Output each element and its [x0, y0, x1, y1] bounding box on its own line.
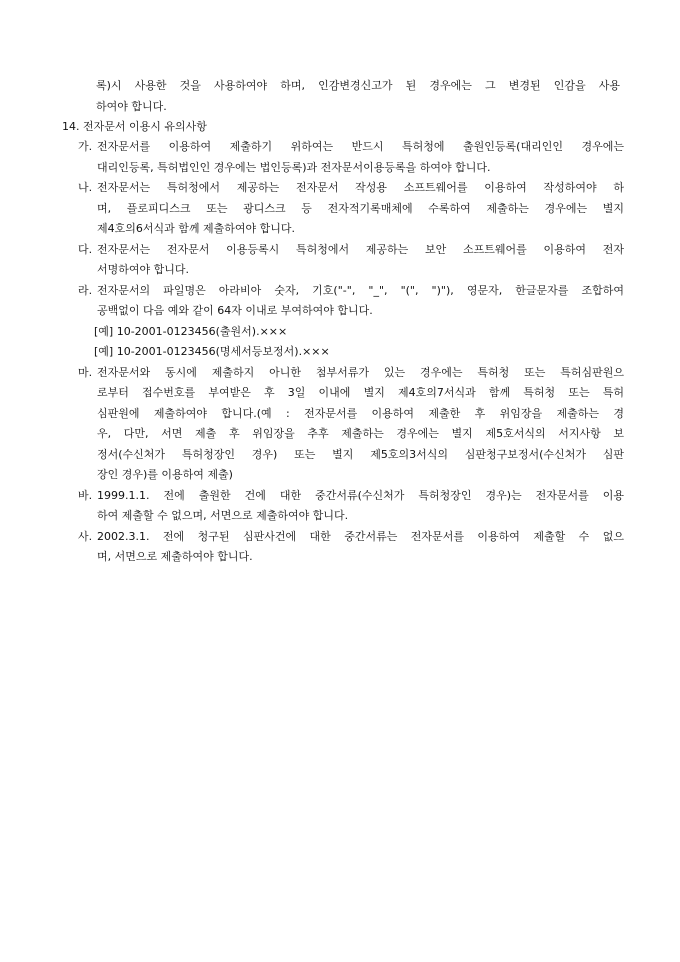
continuation-paragraph: [96, 76, 620, 117]
item-line: 심판원에 제출하여야 합니다.(예 : 전자문서를 이용하여 제출한 후 위임장을 제출하는 경: [97, 406, 624, 420]
item-line: 로부터 접수번호를 부여받은 후 3일 이내에 별지 제4호의7서식과 함께 특허청 또는 특허: [97, 386, 624, 399]
list-item: [78, 527, 624, 568]
item-marker: 다.: [78, 242, 93, 256]
item-line: 며, 플로피디스크 또는 광디스크 등 전자적기록매체에 수록하여 제출하는 경우에는 별지: [97, 201, 624, 215]
item-marker: 마.: [78, 365, 93, 379]
item-line: 하여 제출할 수 없으며, 서면으로 제출하여야 합니다.: [97, 509, 349, 522]
item-line: 전자문서는 전자문서 이용등록시 특허청에서 제공하는 보안 소프트웨어를 이용하여 전자: [97, 242, 624, 256]
item-line: 전자문서의 파일명은 아라비아 숫자, 기호("-", "_", "(", ")"), 영문자, 한글문자를 조합하여: [97, 283, 624, 297]
section-title: 14. 전자문서 이용시 유의사항: [62, 120, 207, 133]
item-line: 전자문서와 동시에 제출하지 아니한 첨부서류가 있는 경우에는 특허청 또는 특허심판원으: [97, 365, 624, 379]
continuation-line: 하여야 합니다.: [96, 99, 167, 113]
item-line: 정서(수신처가 특허청장인 경우) 또는 별지 제5호의3서식의 심판청구보정서(수신처가 심판: [97, 447, 624, 461]
item-line: 공백없이 다음 예와 같이 64자 이내로 부여하여야 합니다.: [97, 304, 373, 317]
item-line: 대리인등록, 특허법인인 경우에는 법인등록)과 전자문서이용등록을 하여야 합니다.: [97, 160, 491, 174]
item-line: 며, 서면으로 제출하여야 합니다.: [97, 550, 253, 563]
item-line: 2002.3.1. 전에 청구된 심판사건에 대한 중간서류는 전자문서를 이용하여 제출할 수 없으: [97, 529, 624, 543]
list-item: [78, 178, 624, 240]
notice-list: [78, 137, 624, 568]
item-line: 전자문서는 특허청에서 제공하는 전자문서 작성용 소프트웨어를 이용하여 작성하여야 하: [97, 181, 624, 194]
example-line: [예] 10-2001-0123456(명세서등보정서).×××: [94, 345, 330, 358]
item-marker: 사.: [78, 529, 93, 543]
example-line: [예] 10-2001-0123456(출원서).×××: [94, 324, 288, 338]
list-item: [78, 486, 624, 527]
list-item: [78, 137, 624, 178]
item-marker: 가.: [78, 140, 93, 153]
item-line: 1999.1.1. 전에 출원한 건에 대한 중간서류(수신처가 특허청장인 경우)는 전자문서를 이용: [97, 488, 624, 502]
item-line: 우, 다만, 서면 제출 후 위임장을 추후 제출하는 경우에는 별지 제5호서식의 서지사항 보: [97, 427, 624, 440]
item-line: 전자문서를 이용하여 제출하기 위하여는 반드시 특허청에 출원인등록(대리인인 경우에는: [97, 140, 624, 153]
list-item: [78, 363, 624, 486]
item-line: 제4호의6서식과 함께 제출하여야 합니다.: [97, 222, 295, 235]
item-marker: 나.: [78, 181, 93, 194]
continuation-line: 록)시 사용한 것을 사용하여야 하며, 인감변경신고가 된 경우에는 그 변경된 인감을 사용: [96, 79, 620, 92]
section-heading: [62, 117, 207, 138]
list-item: [78, 240, 624, 281]
list-item: [78, 281, 624, 322]
item-marker: 라.: [78, 283, 93, 297]
item-line: 서명하여야 합니다.: [97, 263, 190, 276]
filename-examples: [78, 322, 624, 363]
item-line: 장인 경우)를 이용하여 제출): [97, 468, 233, 481]
item-marker: 바.: [78, 488, 93, 502]
